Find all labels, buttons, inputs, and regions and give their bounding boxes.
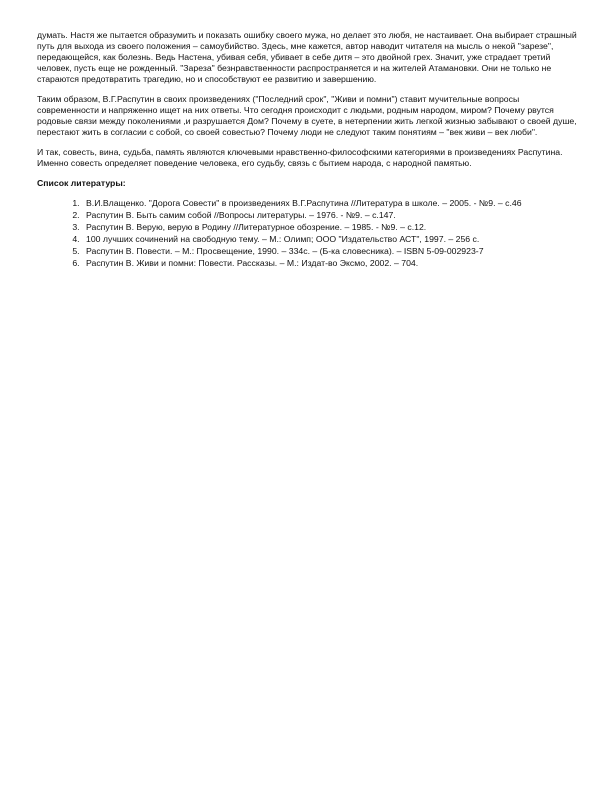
paragraph: И так, совесть, вина, судьба, память являются ключевыми нравственно-философскими категориями в произведениях Распутина. Именно совесть определяет поведение человека, его судьбу, связь с бытием народа, с народной памятью. xyxy=(37,147,563,168)
bibliography-item: 5. Распутин В. Повести. – М.: Просвещение, 1990. – 334с. – (Б-ка словесника). – ISBN 5-09-002923-7 xyxy=(82,246,577,257)
paragraph: Таким образом, В.Г.Распутин в своих произведениях ("Последний срок", "Живи и помни") ставит мучительные вопросы современности и напряженно ищет на них ответы. Что сегодня происходит с людьми, родным народом, миром? Почему рвутся родовые связи между поколениями ,и разрушается Дом? Почему в суете, в нетерпении жить легкой жизнью забывают о своей душе, перестают жить в согласии с собой, со своей совестью? Почему люди не следуют таким понятиям – "век живи – век люби". xyxy=(37,94,577,137)
document-body xyxy=(37,30,577,270)
bibliography-item: 4. 100 лучших сочинений на свободную тему. – М.: Олимп; ООО "Издательство АСТ", 1997. – 256 с. xyxy=(82,234,577,245)
bibliography-item: 1. В.И.Влащенко. "Дорога Совести" в произведениях В.Г.Распутина //Литература в школе. – 2005. - №9. – с.46 xyxy=(82,198,577,209)
bibliography-item: 3. Распутин В. Верую, верую в Родину //Литературное обозрение. – 1985. - №9. – с.12. xyxy=(82,222,577,233)
bibliography-title: Список литературы: xyxy=(37,178,126,188)
bibliography-item: 2. Распутин В. Быть самим собой //Вопросы литературы. – 1976. - №9. – с.147. xyxy=(82,210,577,221)
bibliography-item: 6. Распутин В. Живи и помни: Повести. Рассказы. – М.: Издат-во Эксмо, 2002. – 704. xyxy=(82,258,577,269)
bibliography-list xyxy=(37,198,577,269)
paragraph: думать. Настя же пытается образумить и показать ошибку своего мужа, но делает это любя, не настаивает. Она выбирает страшный путь для выхода из своего положения – самоубийство. Здесь, мне кажется, автор наводит читателя на мысль о некой "зарезе", передающейся, как болезнь. Ведь Настена, убивая себя, убивает в себе дитя – это двойной грех. Значит, уже страдает третий человек, пусть еще не рожденный. "Зареза" безнравственности распространяется и на жителей Атамановки. Они не только не стараются предотвратить трагедию, но и способствуют ее развитию и завершению. xyxy=(37,30,577,84)
